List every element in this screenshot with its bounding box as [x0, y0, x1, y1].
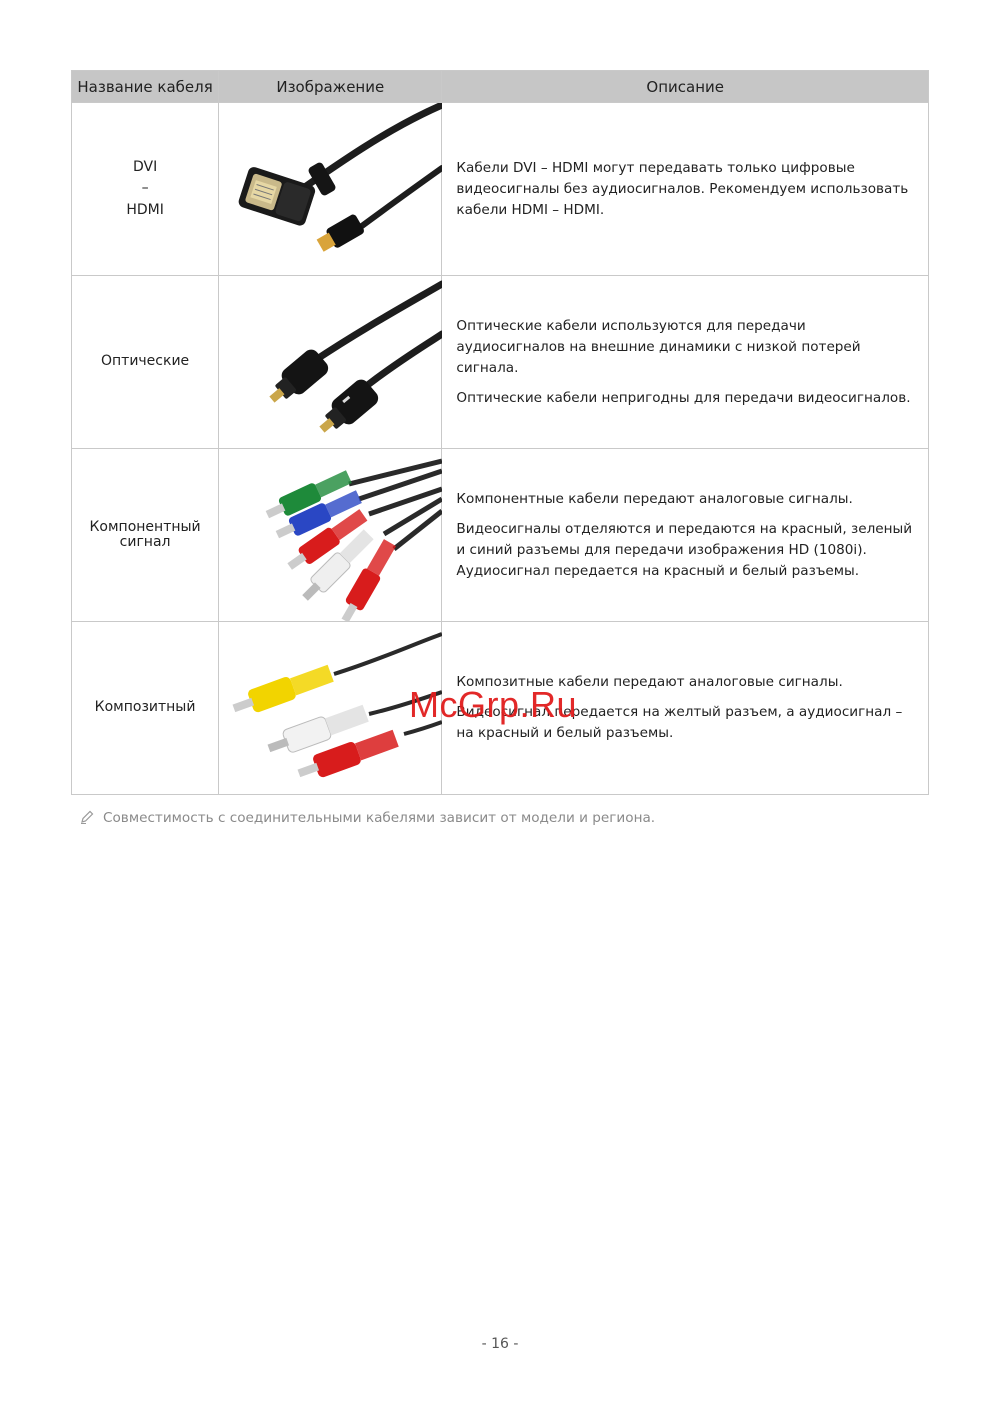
description-text: Композитные кабели передают аналоговые сигналы. — [456, 674, 843, 690]
cable-name-composite: Композитный — [94, 699, 196, 716]
optical-cable-icon — [219, 276, 442, 448]
watermark: McGrp.Ru — [409, 684, 578, 725]
pencil-icon — [79, 809, 95, 825]
table-row — [72, 103, 929, 276]
cable-name-component-line1: Компонентный — [89, 518, 201, 535]
note-text: Совместимость с соединительными кабелями зависит от модели и региона. — [103, 810, 656, 826]
page-number: - 16 - — [481, 1336, 519, 1352]
cable-name-hdmi: HDMI — [126, 201, 164, 218]
table-row — [72, 449, 929, 622]
description-text: Компонентные кабели передают аналоговые сигналы. — [456, 490, 853, 507]
description-text: Видеосигнал передается на желтый разъем, а аудиосигнал – на красный и белый разъемы. — [456, 704, 903, 741]
description-text: Оптические кабели используются для передачи аудиосигналов на внешние динамики с низкой потерей сигнала. — [456, 317, 861, 376]
dvi-hdmi-cable-icon — [219, 103, 442, 275]
cable-name-cell — [72, 276, 219, 449]
cable-description-cell — [442, 276, 929, 449]
cable-image-cell — [219, 449, 442, 622]
cable-image-cell — [219, 103, 442, 276]
cable-description-cell — [442, 449, 929, 622]
description-text: Видеосигналы отделяются и передаются на красный, зеленый и синий разъемы для передачи изображения HD (1080i). Аудиосигнал передается на красный и белый разъемы. — [456, 520, 913, 579]
cable-image-cell — [219, 276, 442, 449]
cable-name-dash: – — [141, 180, 149, 197]
cable-name-optical: Оптические — [100, 353, 190, 370]
description-text: Кабели DVI – HDMI могут передавать только цифровые видеосигналы без аудиосигналов. Рекомендуем использовать кабели HDMI – HDMI. — [456, 159, 909, 218]
table-header-row — [72, 71, 929, 103]
cable-name-dvi: DVI — [132, 158, 158, 175]
table-row — [72, 276, 929, 449]
cable-name-cell — [72, 103, 219, 276]
compatibility-note — [79, 809, 655, 826]
cable-name-cell — [72, 449, 219, 622]
description-text: Оптические кабели непригодны для передачи видеосигналов. — [456, 389, 911, 406]
cable-name-cell — [72, 622, 219, 795]
cable-description-cell — [442, 103, 929, 276]
cable-name-component-line2: сигнал — [119, 534, 171, 550]
header-description: Описание — [442, 71, 929, 103]
header-image: Изображение — [219, 71, 442, 103]
header-cable-name: Название кабеля — [72, 71, 219, 103]
component-cable-icon — [219, 449, 442, 621]
